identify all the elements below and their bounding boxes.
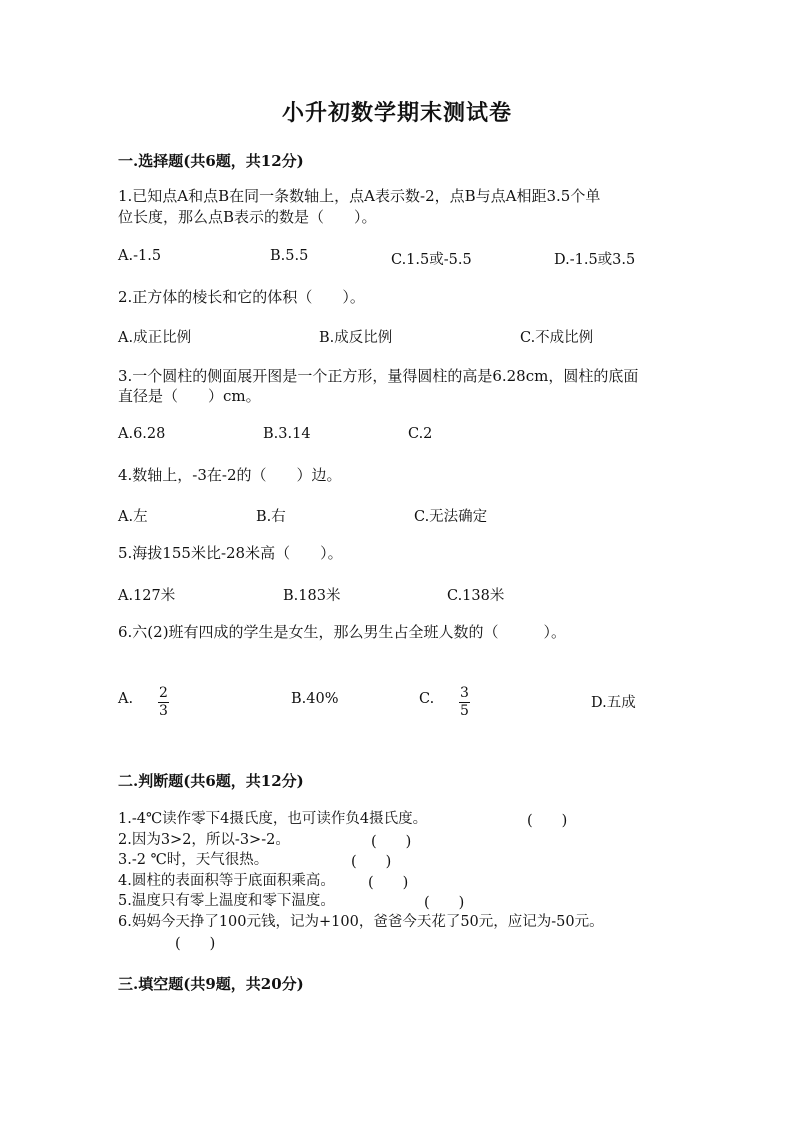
fraction-numerator: 2: [159, 685, 168, 701]
q6-option-c: C.: [419, 691, 435, 707]
q6-option-a-fraction: [158, 686, 169, 719]
question-3-line-1: 3.一个圆柱的侧面展开图是一个正方形，量得圆柱的高是6.28cm，圆柱的底面: [118, 367, 639, 385]
judge-answer-blank-5: ( ): [424, 895, 465, 911]
judge-item-6: 6.妈妈今天挣了100元钱，记为+100，爸爸今天花了50元，应记为-50元。: [118, 914, 604, 930]
section-heading-judge: 二.判断题(共6题，共12分): [118, 772, 304, 790]
q2-option-a: A.成正比例: [118, 330, 192, 346]
q1-option-b: B.5.5: [270, 248, 309, 264]
question-5: 5.海拔155米比-28米高（ ）。: [118, 544, 343, 562]
q2-option-b: B.成反比例: [319, 330, 393, 346]
q2-option-c: C.不成比例: [520, 330, 594, 346]
q6-option-b: B.40%: [291, 691, 339, 707]
judge-item-4: 4.圆柱的表面积等于底面积乘高。: [118, 873, 335, 889]
fraction-denominator: 5: [460, 703, 469, 719]
fraction-numerator: 3: [460, 685, 469, 701]
page-title: 小升初数学期末测试卷: [281, 100, 512, 126]
judge-answer-blank-6: ( ): [175, 936, 216, 952]
question-6: 6.六(2)班有四成的学生是女生，那么男生占全班人数的（ ）。: [118, 623, 567, 641]
q5-option-b: B.183米: [283, 588, 341, 604]
judge-item-5: 5.温度只有零上温度和零下温度。: [118, 893, 335, 909]
q4-option-c: C.无法确定: [414, 509, 488, 525]
judge-answer-blank-2: ( ): [371, 834, 412, 850]
judge-answer-blank-1: ( ): [527, 813, 568, 829]
q3-option-c: C.2: [408, 426, 433, 442]
q1-option-d: D.-1.5或3.5: [554, 252, 636, 268]
question-1-line-2: 位长度，那么点B表示的数是（ ）。: [118, 208, 377, 226]
fraction-denominator: 3: [159, 703, 168, 719]
question-4: 4.数轴上，-3在-2的（ ）边。: [118, 466, 342, 484]
question-2: 2.正方体的棱长和它的体积（ ）。: [118, 288, 365, 306]
q4-option-b: B.右: [256, 509, 286, 525]
q5-option-a: A.127米: [118, 588, 176, 604]
q5-option-c: C.138米: [447, 588, 505, 604]
section-heading-fill: 三.填空题(共9题，共20分): [118, 975, 304, 993]
judge-item-2: 2.因为3>2，所以-3>-2。: [118, 832, 290, 848]
q3-option-a: A.6.28: [118, 426, 166, 442]
judge-answer-blank-4: ( ): [368, 875, 409, 891]
q1-option-a: A.-1.5: [118, 248, 162, 264]
judge-answer-blank-3: ( ): [351, 854, 392, 870]
q4-option-a: A.左: [118, 509, 148, 525]
q3-option-b: B.3.14: [263, 426, 311, 442]
section-heading-choice: 一.选择题(共6题，共12分): [118, 152, 304, 170]
q1-option-c: C.1.5或-5.5: [391, 252, 472, 268]
q6-option-c-fraction: [459, 686, 470, 719]
q6-option-a: A.: [118, 691, 134, 707]
judge-item-3: 3.-2 ℃时，天气很热。: [118, 852, 269, 868]
judge-item-1: 1.-4℃读作零下4摄氏度，也可读作负4摄氏度。: [118, 811, 428, 827]
question-1-line-1: 1.已知点A和点B在同一条数轴上，点A表示数-2，点B与点A相距3.5个单: [118, 187, 601, 205]
q6-option-d: D.五成: [591, 695, 636, 711]
question-3-line-2: 直径是（ ）cm。: [118, 387, 261, 405]
